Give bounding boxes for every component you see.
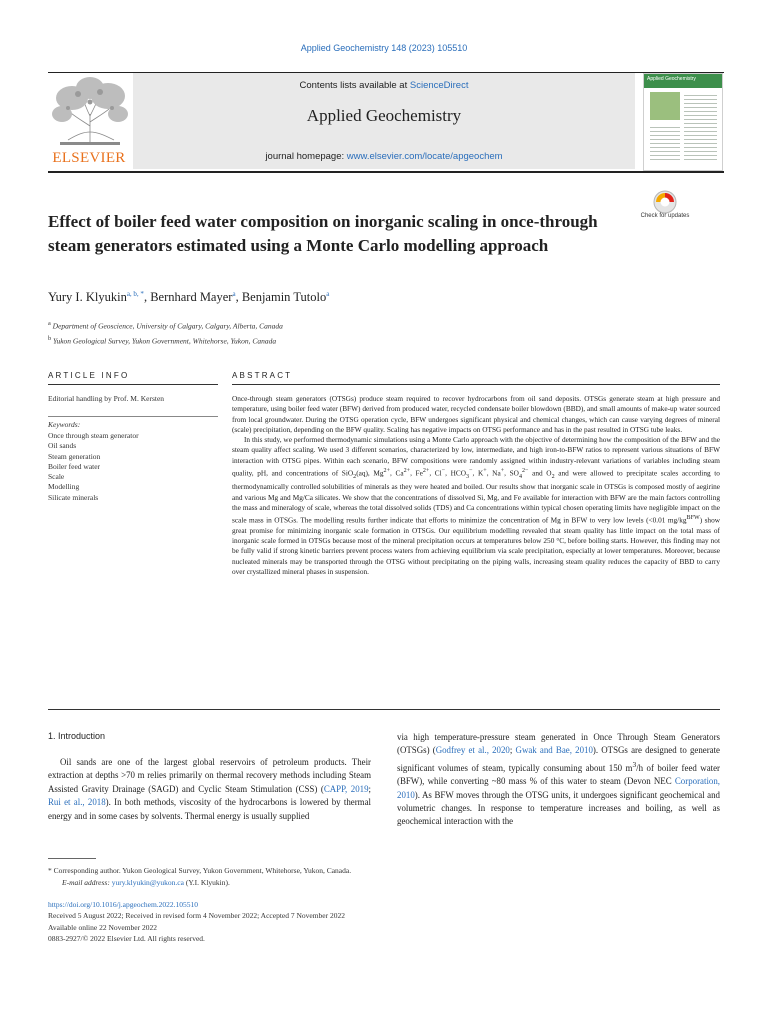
journal-reference[interactable]: Applied Geochemistry 148 (2023) 105510 (300, 43, 468, 53)
body-text: ). As BFW moves through the OTSG units, it undergoes significant geochemical and volumetric changes. In response to temperature increases and boiling, as well as geochemical interaction with the (397, 789, 720, 827)
abstract-text: , HCO (445, 468, 467, 478)
body-text: ). In both methods, viscosity of the hydrocarbons is lowered by thermal energy and in some cases by solvents. Thermal energy is usually supplied (48, 797, 371, 821)
affiliation-mark: b (48, 334, 52, 342)
body-text: ; (368, 783, 371, 794)
email-label: E-mail address: (62, 878, 112, 887)
email-suffix: (Y.I. Klyukin). (183, 878, 230, 887)
abstract-body (232, 394, 720, 577)
affiliation-item (48, 318, 548, 333)
abstract-text: and were allowed to precipitate scales according to thermodynamically controlled solubilities of minerals as they were heated and boiled. Our results show that inorganic scale in OTSGs is composed mostly of aegirine and various Mg and Mg/Ca silicates. We show that the concentrations of dissolved Si, Mg, and Fe available for interaction with BFW are the main factors controlling the mass and mineralogy of scale, whereas the total dissolved solids (TDS) and Ca concentrations within typical chosen operating limits have negligible impact on the scale mass in OTSGs. The modelling results further indicate that efforts to minimize the concentration of Mg in BFW to very low levels (<0.01 mg/kg (232, 468, 720, 525)
footnote-rule (48, 858, 96, 859)
online-date: Available online 22 November 2022 (48, 922, 157, 932)
subscript: 2 (353, 473, 357, 480)
article-metadata (48, 899, 345, 945)
affiliation-item (48, 333, 548, 348)
abstract-text: , Cl (429, 468, 442, 478)
subscript: 4 (518, 473, 522, 480)
keyword-item: Scale (48, 472, 65, 482)
abstract-text: , Na (486, 468, 501, 478)
superscript: + (483, 468, 487, 475)
abstract-text: ) show great promise for minimizing inorganic scale formation in OTSGs. Our equilibrium modelling revealed that steam quality has little impact on the total mass of inorganic scale formed in OTSGs because most of the mineral precipitation occurs at temperatures below 250 °C, before boiling starts. However, this finding may not be fully valid if strong kinetic barriers prevent process waters from achieving equilibrium via scale precipitation, especially at lower temperatures. Moreover, because nucleated minerals may be transported through the OTSG without precipitating on the piping walls, increasing steam quality reduces the capacity of BBD to carry over crystallized mineral phases in suspension. (232, 515, 720, 577)
affiliations (48, 318, 548, 347)
abstract-paragraph-1: Once-through steam generators (OTSGs) produce steam required to recover hydrocarbons from oil sand deposits. OTSGs generate steam at high pressure and temperature, using boiler feed water (BFW) derived from produced water, recycled condensate boiler blowdown (BBD), and small amounts of make-up water sourced from local groundwater. During the OTSG operation cycle, BFW undergoes significant physical and chemical changes, which can cause varying degrees of mineral (scale) precipitation, depending on the BFW quality. Scaling has negative impacts on OTSG performance and has in the past resulted in OTSG tube leaks. (232, 394, 720, 434)
check-for-updates-label[interactable]: Check for updates (640, 213, 690, 219)
introduction-right-column (397, 731, 720, 829)
author-marks[interactable]: a (232, 290, 236, 298)
journal-cover-thumbnail[interactable] (643, 73, 723, 171)
affiliation-mark: a (48, 320, 51, 327)
citation-link[interactable]: Gwak and Bae, 2010 (515, 745, 593, 756)
abstract-rule (232, 384, 720, 385)
subscript: 3 (466, 473, 470, 480)
superscript: 3 (632, 759, 637, 769)
abstract-text: , Ca (390, 468, 404, 478)
cover-title: Applied Geochemistry (647, 76, 696, 82)
body-text: ). OTSGs are designed to generate significant volumes of steam, typically consuming about 150 m (397, 745, 720, 773)
author-name[interactable]: Yury I. Klyukin (48, 290, 127, 305)
homepage-prefix: journal homepage: (265, 151, 347, 162)
affiliation-text: Yukon Geological Survey, Yukon Government, Whitehorse, Yukon, Canada (53, 336, 277, 345)
copyright-line: 0883-2927/© 2022 Elsevier Ltd. All rights reserved. (48, 934, 205, 944)
cover-image (650, 92, 680, 120)
superscript: 2+ (422, 468, 430, 475)
check-for-updates-icon[interactable] (644, 190, 686, 230)
abstract-text: , SO (504, 468, 519, 478)
body-text: via high temperature-pressure steam generated in Once Through Steam Generators (OTSGs) ( (397, 732, 720, 756)
citation-link[interactable]: CAPP, 2019 (323, 783, 369, 794)
introduction-left-column (48, 756, 371, 823)
keywords-label: Keywords: (48, 420, 81, 429)
superscript: BFW (686, 515, 700, 522)
editorial-handling: Editorial handling by Prof. M. Kersten (48, 394, 165, 403)
citation-link[interactable]: Rui et al., 2018 (48, 797, 106, 808)
keywords-list (48, 431, 139, 503)
citation-link[interactable]: Corporation, 2010 (397, 776, 720, 800)
abstract-text: and O (528, 468, 552, 478)
article-info-rule (48, 384, 218, 385)
cover-text-lines (684, 92, 717, 162)
superscript: 2− (521, 468, 529, 475)
article-info-heading: ARTICLE INFO (48, 371, 130, 380)
sciencedirect-link[interactable]: ScienceDirect (409, 80, 469, 91)
subscript: 2 (551, 473, 555, 480)
author-separator: , (143, 290, 151, 305)
journal-homepage-line (133, 151, 635, 162)
author-marks[interactable]: a (326, 290, 330, 298)
journal-homepage-link[interactable]: www.elsevier.com/locate/apgeochem (346, 151, 503, 162)
keyword-item: Boiler feed water (48, 461, 101, 471)
author-marks[interactable]: a, b, * (126, 290, 144, 298)
body-text: ; (509, 745, 516, 756)
citation-link[interactable]: Godfrey et al., 2020 (435, 745, 510, 756)
abstract-heading: ABSTRACT (232, 371, 293, 380)
doi-link[interactable]: https://doi.org/10.1016/j.apgeochem.2022.105510 (48, 900, 199, 909)
keyword-item: Silicate minerals (48, 492, 99, 502)
introduction-heading: 1. Introduction (48, 731, 106, 741)
superscript: − (441, 468, 446, 475)
contents-prefix: Contents lists available at (299, 80, 410, 91)
journal-name: Applied Geochemistry (306, 106, 462, 125)
contents-available-line (133, 80, 635, 91)
cover-text-lines-2 (650, 124, 680, 162)
author-list (48, 290, 648, 305)
received-dates: Received 5 August 2022; Received in revised form 4 November 2022; Accepted 7 November 2022 (48, 911, 346, 921)
body-text: Oil sands are one of the largest global reservoirs of petroleum products. Their extraction at depths >70 m relies primarily on thermal recovery methods including Steam Assisted Gravity Drainage (SAGD) and Cyclic Steam Stimulation (CSS) ( (48, 757, 371, 794)
corresponding-author-note: * Corresponding author. Yukon Geological Survey, Yukon Government, Whitehorse, Yukon, Canada. (48, 866, 352, 875)
body-text: /h of boiler feed water (BFW), while converting ~80 mass % of this water to steam (Devon NEC (397, 762, 720, 787)
keyword-item: Modelling (48, 482, 80, 492)
abstract-text: , K (472, 468, 484, 478)
abstract-paragraph-2 (232, 435, 720, 577)
author-name[interactable]: Bernhard Mayer (150, 290, 233, 305)
keywords-divider (48, 416, 218, 417)
abstract-text: , Fe (410, 468, 423, 478)
superscript: + (500, 468, 505, 475)
abstract-text: (aq), Mg (356, 468, 384, 478)
superscript: 2+ (403, 468, 411, 475)
article-title: Effect of boiler feed water composition on inorganic scaling in once-through steam generators estimated using a Monte Carlo modelling approach (48, 212, 598, 255)
email-link[interactable]: yury.klyukin@yukon.ca (111, 878, 184, 887)
author-separator: , (235, 290, 242, 305)
elsevier-wordmark: ELSEVIER (52, 150, 126, 166)
abstract-bottom-rule (48, 709, 720, 710)
author-name[interactable]: Benjamin Tutolo (241, 290, 327, 305)
abstract-text: In this study, we performed thermodynamic simulations using a Monte Carlo approach with the objective of determining how the composition of the BFW and the steam quality affect scaling. We used 3 different scenarios, characterized by low, intermediate, and high iron-to-BFW ratios to represent various situations of BFW interaction with OTSG pipes. Within each scenario, BFW compositions were randomly assigned within industry-relevant variations of variables including steam quality, pH, and concentrations of SiO (232, 435, 720, 478)
superscript: − (469, 468, 473, 475)
keyword-item: Oil sands (48, 441, 77, 451)
keyword-item: Steam generation (48, 451, 101, 461)
keyword-item: Once through steam generator (48, 431, 139, 440)
affiliation-text: Department of Geoscience, University of Calgary, Calgary, Alberta, Canada (52, 321, 283, 331)
email-note (62, 878, 230, 887)
superscript: 2+ (383, 468, 391, 475)
